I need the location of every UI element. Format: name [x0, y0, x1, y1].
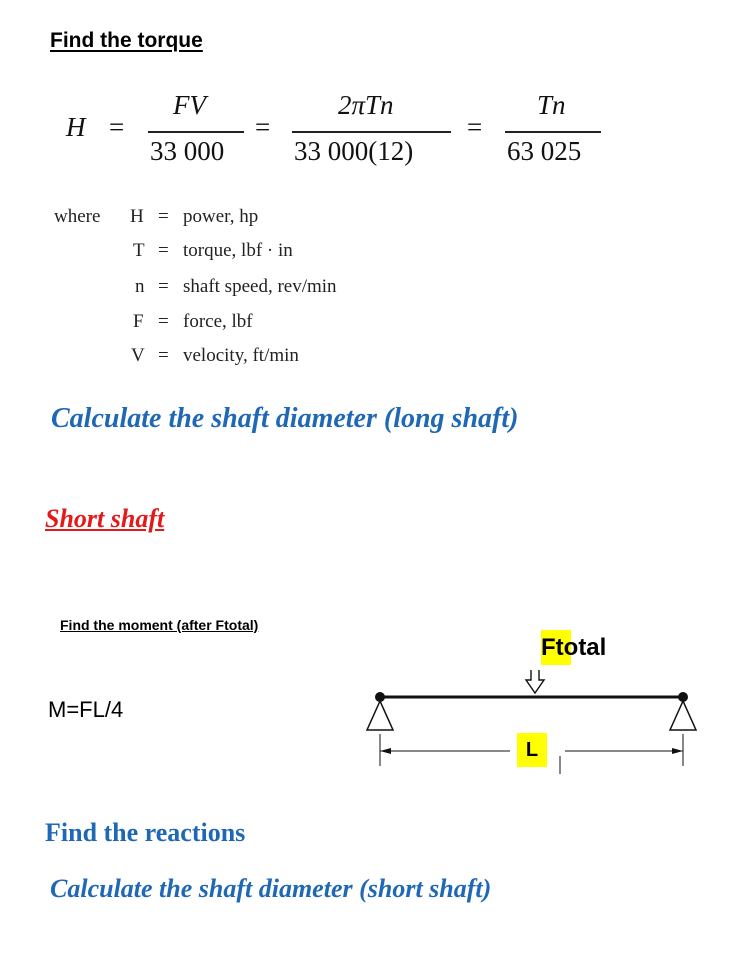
fraction2-bar	[292, 131, 451, 133]
def-text: velocity, ft/min	[183, 345, 299, 366]
moment-heading: Find the moment (after Ftotal)	[60, 617, 259, 633]
short-shaft-heading: Short shaft	[45, 504, 165, 533]
dim-arrow-left	[380, 748, 391, 754]
dim-arrow-right	[672, 748, 683, 754]
def-symbol: H	[130, 206, 144, 227]
def-symbol: V	[131, 345, 145, 366]
def-text: power, hp	[183, 206, 259, 227]
heading-find-torque: Find the torque	[50, 29, 203, 52]
right-support	[670, 701, 696, 730]
fraction3-denominator: 63 025	[507, 136, 582, 166]
def-equals: =	[158, 240, 169, 261]
equation-equals-2: =	[255, 112, 271, 142]
reactions-heading: Find the reactions	[45, 818, 246, 847]
def-symbol: F	[133, 311, 144, 332]
fraction1-denominator: 33 000	[150, 136, 225, 166]
force-arrow-icon	[526, 670, 544, 693]
equation-equals-3: =	[467, 112, 483, 142]
simply-supported-beam-diagram	[360, 670, 720, 790]
fraction2-denominator: 33 000(12)	[294, 136, 414, 166]
where-word: where	[54, 206, 101, 227]
fraction3-numerator: Tn	[537, 90, 566, 120]
fraction1-bar	[148, 131, 244, 133]
fraction2-numerator: 2πTn	[338, 90, 394, 120]
def-equals: =	[158, 276, 169, 297]
long-shaft-diameter-heading: Calculate the shaft diameter (long shaft)	[51, 403, 519, 434]
force-label: Ftotal	[541, 630, 612, 665]
length-label: L	[517, 733, 547, 767]
def-text: torque, lbf · in	[183, 240, 293, 261]
fraction1-numerator: FV	[173, 90, 206, 120]
def-equals: =	[158, 311, 169, 332]
def-equals: =	[158, 206, 169, 227]
moment-formula: M=FL/4	[48, 697, 124, 722]
left-support	[367, 701, 393, 730]
def-equals: =	[158, 345, 169, 366]
def-symbol: n	[135, 276, 145, 297]
power-equation	[0, 90, 730, 190]
equation-equals-1: =	[109, 112, 125, 142]
def-text: shaft speed, rev/min	[183, 276, 337, 297]
def-symbol: T	[133, 240, 145, 261]
def-text: force, lbf	[183, 311, 253, 332]
short-shaft-diameter-heading: Calculate the shaft diameter (short shaft)	[50, 874, 492, 903]
fraction3-bar	[505, 131, 601, 133]
equation-lhs: H	[66, 112, 86, 142]
